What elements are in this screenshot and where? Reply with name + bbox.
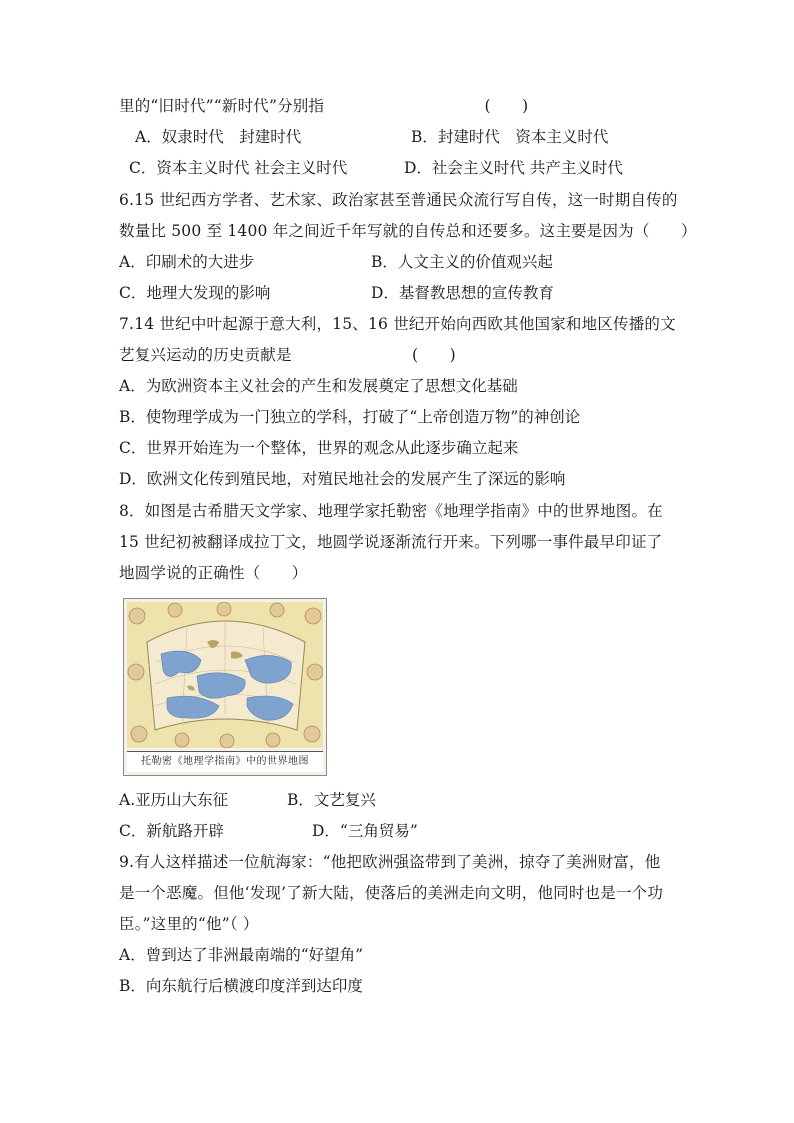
q9-line-1: 9.有人这样描述一位航海家：“他把欧洲强盗带到了美洲，掠夺了美洲财富，他	[119, 853, 661, 871]
figure-caption: 托勒密《地理学指南》中的世界地图	[127, 751, 323, 772]
q7-option-b: B．使物理学成为一门独立的学科，打破了“上帝创造万物”的神创论	[119, 408, 581, 426]
q7-line-1: 7.14 世纪中叶起源于意大利，15、16 世纪开始向西欧其他国家和地区传播的文	[119, 315, 676, 333]
q8-line-3: 地圆学说的正确性（ ）	[119, 564, 308, 582]
ptolemy-world-map-image	[127, 602, 323, 748]
q8-line-2: 15 世纪初被翻译成拉丁文，地圆学说逐渐流行开来。下列哪一事件最早印证了	[119, 533, 663, 551]
q7-line-2	[119, 345, 456, 365]
q9-line-3: 臣。”这里的“他”（ ）	[119, 915, 259, 933]
q6-option-a: A．印刷术的大进步	[119, 253, 255, 271]
q8-line-1: 8．如图是古希腊天文学家、地理学家托勒密《地理学指南》中的世界地图。在	[119, 502, 663, 520]
q5-stem: 里的“旧时代”“新时代”分别指	[119, 97, 325, 115]
q8-option-b: B．文艺复兴	[287, 791, 376, 809]
q5-stem-line	[119, 96, 528, 116]
q5-option-d: D．社会主义时代 共产主义时代	[404, 159, 623, 177]
q8-option-c: C．新航路开辟	[119, 822, 224, 840]
q9-option-a: A．曾到达了非洲最南端的“好望角”	[119, 946, 364, 964]
ptolemy-world-map-figure	[123, 598, 327, 776]
q6-option-c: C．地理大发现的影响	[119, 284, 271, 302]
q9-option-b: B．向东航行后横渡印度洋到达印度	[119, 977, 363, 995]
q5-option-c: C．资本主义时代 社会主义时代	[129, 159, 348, 177]
q6-line-1: 6.15 世纪西方学者、艺术家、政治家甚至普通民众流行写自传，这一时期自传的	[119, 191, 678, 209]
q5-answer-paren: ( )	[484, 97, 529, 115]
q7-answer-paren: ( )	[411, 346, 456, 364]
q5-option-a: A．奴隶时代 封建时代	[135, 128, 302, 146]
q6-option-d: D．基督教思想的宣传教育	[371, 284, 554, 302]
q8-option-a: A.亚历山大东征	[119, 791, 229, 809]
q7-option-a: A．为欧洲资本主义社会的产生和发展奠定了思想文化基础	[119, 377, 518, 395]
map-illustration	[127, 602, 323, 748]
q7-option-c: C．世界开始连为一个整体，世界的观念从此逐步确立起来	[119, 439, 519, 457]
q6-option-b: B．人文主义的价值观兴起	[371, 253, 553, 271]
q8-option-d: D．“三角贸易”	[312, 822, 418, 840]
q7-option-d: D．欧洲文化传到殖民地，对殖民地社会的发展产生了深远的影响	[119, 470, 566, 488]
q9-line-2: 是一个恶魔。但他‘发现’了新大陆，使落后的美洲走向文明，他同时也是一个功	[119, 884, 664, 902]
q5-option-b: B．封建时代 资本主义时代	[411, 128, 609, 146]
q7-line-2-text: 艺复兴运动的历史贡献是	[119, 346, 292, 364]
q6-line-2: 数量比 500 至 1400 年之间近千年写就的自传总和还要多。这主要是因为（ ）	[119, 222, 697, 240]
